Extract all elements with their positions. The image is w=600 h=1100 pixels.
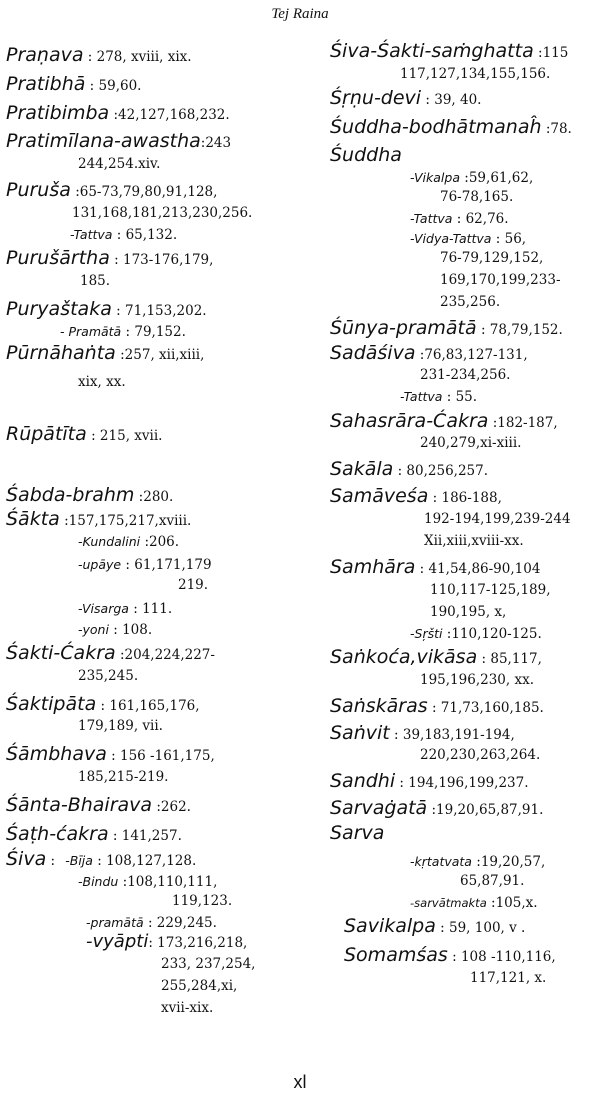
subentry-label: -Kundalini xyxy=(78,534,141,550)
index-entry-line xyxy=(330,247,600,269)
index-entry-line xyxy=(330,342,600,365)
page-references-continued: 244,254.xiv. xyxy=(78,156,161,173)
subentry-label: -Visarga xyxy=(78,600,129,616)
index-entry-line xyxy=(6,44,298,67)
subentry-label: -Bindu xyxy=(78,873,119,889)
index-term: Puruša xyxy=(6,179,71,202)
page-references-continued: 192-194,199,239-244 xyxy=(424,510,571,527)
index-entry-line xyxy=(330,646,600,669)
page-references: 78,79,152. xyxy=(489,321,563,338)
index-entry-line xyxy=(330,851,600,870)
page-number: xl xyxy=(293,1072,307,1092)
index-entry-line xyxy=(6,102,298,125)
index-entry-line xyxy=(6,715,298,737)
index-entry-line xyxy=(330,601,600,623)
index-term: Samhāra xyxy=(330,555,416,578)
index-term: Praṇava xyxy=(6,44,84,66)
separator: : xyxy=(128,600,143,617)
index-entry-line xyxy=(330,744,600,766)
index-entry-line xyxy=(6,321,298,340)
index-entry-line xyxy=(6,574,298,596)
page-references-continued: xvii-xix. xyxy=(161,999,214,1016)
index-entry-line xyxy=(6,953,298,975)
subentry-label: -Tattva xyxy=(410,211,453,227)
index-entry-line xyxy=(330,967,600,989)
subentry-label: -Tattva xyxy=(400,389,443,405)
index-term: Saṅskāras xyxy=(330,694,428,717)
subentry-label: -Sŗšti xyxy=(410,625,443,641)
index-entry-line xyxy=(330,364,600,386)
index-term: Sarvaġatā xyxy=(330,797,428,820)
subentry-label: -kṛtatvata xyxy=(410,853,472,869)
page-references: 110,120-125. xyxy=(451,625,542,642)
page-references: 229,245. xyxy=(156,914,217,931)
page-references: 156 -161,175, xyxy=(120,748,215,765)
index-entry-line xyxy=(330,228,600,247)
separator: : xyxy=(460,170,469,187)
separator: : xyxy=(83,49,97,65)
index-entry-line xyxy=(330,770,600,793)
index-entry-line xyxy=(330,291,600,313)
separator: : xyxy=(447,948,461,965)
index-term: Śuddha-bodhātmanaĥ xyxy=(330,115,542,138)
separator: : xyxy=(121,323,135,340)
index-term: Samāveśa xyxy=(330,485,429,508)
separator: : xyxy=(442,389,456,406)
page-references: 79,152. xyxy=(134,323,186,340)
separator: : xyxy=(389,726,403,743)
separator: : xyxy=(393,463,407,480)
separator: : xyxy=(143,914,157,931)
index-entry-line xyxy=(330,458,600,481)
page-references: 215, xvii. xyxy=(99,427,163,444)
page-references: 243 xyxy=(205,135,232,152)
index-entry-line xyxy=(330,63,600,85)
index-term: Śuddha xyxy=(330,144,402,167)
index-entry-line xyxy=(6,975,298,997)
separator: : xyxy=(541,120,551,137)
index-entry-line xyxy=(330,556,600,579)
index-column-right xyxy=(330,40,600,989)
separator: : xyxy=(477,650,491,667)
page-references: 111. xyxy=(142,600,173,617)
index-term: Śiva xyxy=(6,847,47,870)
page-references: 62,76. xyxy=(465,211,509,228)
index-entry-line xyxy=(6,298,298,321)
page-references-continued: Xii,xiii,xviii-xx. xyxy=(424,532,524,549)
index-entry-line xyxy=(6,554,298,573)
index-entry-line xyxy=(330,186,600,208)
subentry-label: -Vikalpa xyxy=(410,170,460,186)
index-entry-line xyxy=(6,247,298,270)
index-entry-line xyxy=(330,915,600,938)
index-term: Savikalpa xyxy=(344,915,436,938)
index-entry-line xyxy=(330,208,600,227)
separator: : xyxy=(491,230,505,247)
page-references-continued: xix, xx. xyxy=(78,373,126,390)
page-references: 173-176,179, xyxy=(122,252,214,269)
page-references: 76,83,127-131, xyxy=(424,346,528,363)
page-references: 115 xyxy=(542,45,569,61)
separator: : xyxy=(488,414,498,431)
separator: : xyxy=(46,852,56,869)
index-entry-line xyxy=(330,508,600,530)
separator: : xyxy=(152,799,161,816)
page-references-continued: 117,127,134,155,156. xyxy=(400,65,551,82)
index-entry-line xyxy=(6,794,298,817)
index-entry-line xyxy=(6,342,298,365)
index-entry-line xyxy=(6,619,298,638)
page-references: 61,171,179 xyxy=(134,557,212,574)
index-entry-line xyxy=(6,693,298,716)
index-entry-line xyxy=(6,997,298,1019)
index-entry-line xyxy=(330,167,600,186)
index-term: Śaktipāta xyxy=(6,692,97,715)
index-entry-line xyxy=(6,665,298,687)
index-entry-line xyxy=(6,423,298,446)
page-references-continued: 179,189, vii. xyxy=(78,718,163,735)
index-entry-line xyxy=(6,270,298,292)
index-term: Pratimīlana-awastha xyxy=(6,130,201,153)
page-references: 65-73,79,80,91,128, xyxy=(79,184,218,201)
index-entry-line xyxy=(330,40,600,63)
index-term: Śabda-brahm xyxy=(6,483,135,506)
index-entry-line xyxy=(330,485,600,508)
page-references: : 108,127,128. xyxy=(92,852,197,869)
page-references-continued: 231-234,256. xyxy=(420,367,511,384)
index-term: Śaṭh-ćakra xyxy=(6,823,109,846)
separator: : xyxy=(109,252,123,269)
page-references-continued: 220,230,263,264. xyxy=(420,747,541,764)
separator: : xyxy=(395,775,409,792)
running-header: Tej Raina xyxy=(271,6,329,22)
separator: : xyxy=(427,699,441,716)
index-term: Rūpātīta xyxy=(6,422,87,445)
index-term: Śānta-Bhairava xyxy=(6,794,153,817)
separator: : xyxy=(427,802,437,819)
index-entry-line xyxy=(6,598,298,617)
separator: : xyxy=(96,697,110,714)
subentry-label: -upāye xyxy=(78,557,122,573)
index-term: Pratibimba xyxy=(6,101,110,124)
separator: : xyxy=(70,184,80,201)
index-term: Puryaštaka xyxy=(6,297,112,320)
separator: : xyxy=(108,621,123,638)
index-term: Saṅvit xyxy=(330,721,390,744)
index-term: Śiva-Śakti-saṁghatta xyxy=(330,40,534,62)
separator: : xyxy=(59,513,69,530)
index-entry-line xyxy=(330,722,600,745)
page-references-continued: 255,284,xi, xyxy=(161,977,238,994)
page-references: 85,117, xyxy=(490,650,542,667)
separator: : xyxy=(140,534,149,551)
subentry-label: -Vidya-Tattva xyxy=(410,230,492,246)
index-entry-line xyxy=(6,224,298,243)
page-references: 161,165,176, xyxy=(109,697,200,714)
page-references: 141,257. xyxy=(121,828,182,845)
subentry-label: -yoni xyxy=(78,621,109,637)
page-references-continued: 169,170,199,233- xyxy=(440,271,561,288)
page-references: 42,127,168,232. xyxy=(118,106,230,123)
separator: : xyxy=(148,935,158,952)
page-references: 206. xyxy=(149,534,180,551)
separator: : xyxy=(112,226,126,243)
index-entry-line xyxy=(330,386,600,405)
page-references-continued: 233, 237,254, xyxy=(161,955,256,972)
index-entry-line xyxy=(330,87,600,110)
index-term: Sadāśiva xyxy=(330,341,416,364)
page-references: 80,256,257. xyxy=(406,463,489,480)
index-entry-line xyxy=(6,912,298,931)
index-entry-line xyxy=(6,508,298,531)
page-references-continued: 185,215-219. xyxy=(78,769,169,786)
index-column-left xyxy=(6,44,298,1019)
index-entry-line xyxy=(6,130,298,153)
separator: : xyxy=(421,91,435,108)
separator: : xyxy=(200,135,206,152)
index-term: Purušārtha xyxy=(6,247,110,270)
index-entry-line xyxy=(330,797,600,820)
page-references: 78. xyxy=(550,120,572,137)
separator: : xyxy=(435,920,449,937)
page-references: 19,20,65,87,91. xyxy=(436,802,544,819)
index-entry-line xyxy=(6,848,298,871)
separator: : xyxy=(415,560,429,577)
index-entry-line xyxy=(6,153,298,175)
page-references: 262. xyxy=(160,799,191,816)
page-references: 105,x. xyxy=(495,894,538,911)
page-references: 194,196,199,237. xyxy=(408,775,529,792)
index-entry-line xyxy=(330,269,600,291)
index-entry-line xyxy=(330,317,600,340)
page-references-continued: 131,168,181,213,230,256. xyxy=(72,204,253,221)
separator: : xyxy=(86,427,100,444)
index-entry-line xyxy=(6,531,298,550)
separator: : xyxy=(442,625,452,642)
index-entry-line xyxy=(330,116,600,139)
index-term: Sandhi xyxy=(330,770,396,793)
page-references-continued: 195,196,230, xx. xyxy=(420,671,534,688)
index-entry-line xyxy=(6,823,298,846)
page-references: 280. xyxy=(143,488,174,505)
page-references: 59, 100, v . xyxy=(449,920,526,937)
page-references: 204,224,227- xyxy=(124,646,215,663)
separator: : xyxy=(109,106,119,123)
separator: : xyxy=(115,346,125,363)
subentry-label: -pramātā xyxy=(86,914,144,930)
index-entry-line xyxy=(6,642,298,665)
separator: : xyxy=(134,488,144,505)
separator: : xyxy=(428,490,442,507)
index-entry-line xyxy=(6,871,298,890)
page-references-continued: 185. xyxy=(80,272,111,289)
index-term: Sakāla xyxy=(330,458,394,481)
index-entry-line xyxy=(6,73,298,96)
page-references: 71,73,160,185. xyxy=(440,699,544,716)
page-references: 65,132. xyxy=(125,226,178,243)
index-term: Pratibhā xyxy=(6,72,86,95)
separator: : xyxy=(486,894,496,911)
index-entry-line xyxy=(330,530,600,552)
index-entry-line xyxy=(6,890,298,912)
index-entry-line xyxy=(6,484,298,507)
page-references: 59,60. xyxy=(98,77,142,94)
page-references: 157,175,217,xviii. xyxy=(68,513,192,530)
page-references-continued: 65,87,91. xyxy=(460,872,525,889)
index-entry-line xyxy=(6,931,298,953)
page-references: 56, xyxy=(504,230,527,247)
index-entry-line xyxy=(330,579,600,601)
separator: : xyxy=(85,77,99,94)
index-entry-line xyxy=(330,822,600,845)
index-entry-line xyxy=(330,669,600,691)
page-references-continued: 117,121, x. xyxy=(470,969,547,986)
subentry-label: - Pramātā xyxy=(60,323,122,339)
separator: : xyxy=(471,853,481,870)
index-term: Śṛṇu-devi xyxy=(330,86,422,109)
separator: : xyxy=(533,45,543,61)
index-term: Sarva xyxy=(330,821,385,844)
separator: : xyxy=(106,748,120,765)
index-term: Sahasrāra-Ćakra xyxy=(330,409,489,432)
page-references-continued: 110,117-125,189, xyxy=(430,581,551,598)
index-entry-line xyxy=(330,695,600,718)
page-references: 173,216,218, xyxy=(157,935,248,952)
page-references-continued: 240,279,xi-xiii. xyxy=(420,435,522,452)
separator: : xyxy=(115,646,125,663)
page-references: 59,61,62, xyxy=(468,170,534,187)
page-references: 278, xviii, xix. xyxy=(96,49,192,65)
page-references: 39, 40. xyxy=(434,91,482,108)
index-term: Śūnya-pramātā xyxy=(330,316,477,339)
page-references: 71,153,202. xyxy=(124,302,207,319)
page-references-continued: 76-78,165. xyxy=(440,189,514,206)
separator: : xyxy=(111,302,125,319)
separator: : xyxy=(415,346,425,363)
index-entry-line xyxy=(330,944,600,967)
subentry-label: -Tattva xyxy=(70,226,113,242)
separator: : xyxy=(118,873,128,890)
index-entry-line xyxy=(6,371,298,393)
page-references-continued: 219. xyxy=(178,576,209,593)
page-references-continued: 190,195, x, xyxy=(430,603,507,620)
page-references: 39,183,191-194, xyxy=(402,726,515,743)
index-entry-line xyxy=(330,432,600,454)
subentry-label: -sarvātmakta xyxy=(410,895,487,910)
index-entry-line xyxy=(6,202,298,224)
index-term: Śakti-Ćakra xyxy=(6,641,116,664)
index-entry-line xyxy=(6,743,298,766)
separator: : xyxy=(476,321,490,338)
page-references: 186-188, xyxy=(441,490,502,507)
page-references: 41,54,86-90,104 xyxy=(428,560,541,577)
page-references: 108. xyxy=(122,621,153,638)
index-term: Pūrnāhaṅta xyxy=(6,341,116,364)
subentry-label: -Bīja xyxy=(65,852,93,868)
index-entry-line xyxy=(330,623,600,642)
separator: : xyxy=(452,211,466,228)
index-entry-line xyxy=(6,766,298,788)
subentry-label: -vyāpti xyxy=(86,931,149,953)
page-references: 108 -110,116, xyxy=(460,948,556,965)
page-references: 182-187, xyxy=(497,414,558,431)
index-term: Somamśas xyxy=(344,943,448,966)
page-references-continued: 76-79,129,152, xyxy=(440,249,544,266)
separator: : xyxy=(108,828,122,845)
index-term: Saṅkoća,vikāsa xyxy=(330,645,478,668)
index-entry-line xyxy=(330,870,600,892)
page-references: 55. xyxy=(455,389,478,406)
index-entry-line xyxy=(330,144,600,167)
page-references-continued: 235,256. xyxy=(440,293,501,310)
separator: : xyxy=(121,557,135,574)
page-references: 257, xii,xiii, xyxy=(124,346,205,363)
page-references-continued: 235,245. xyxy=(78,667,139,684)
index-term: Śākta xyxy=(6,508,60,531)
page-references: 108,110,111, xyxy=(127,873,218,890)
page-references: 19,20,57, xyxy=(480,853,546,870)
index-term: Śāmbhava xyxy=(6,743,107,766)
index-entry-line xyxy=(6,179,298,202)
page-references-continued: 119,123. xyxy=(172,892,233,909)
index-entry-line xyxy=(330,892,600,911)
index-entry-line xyxy=(330,410,600,433)
